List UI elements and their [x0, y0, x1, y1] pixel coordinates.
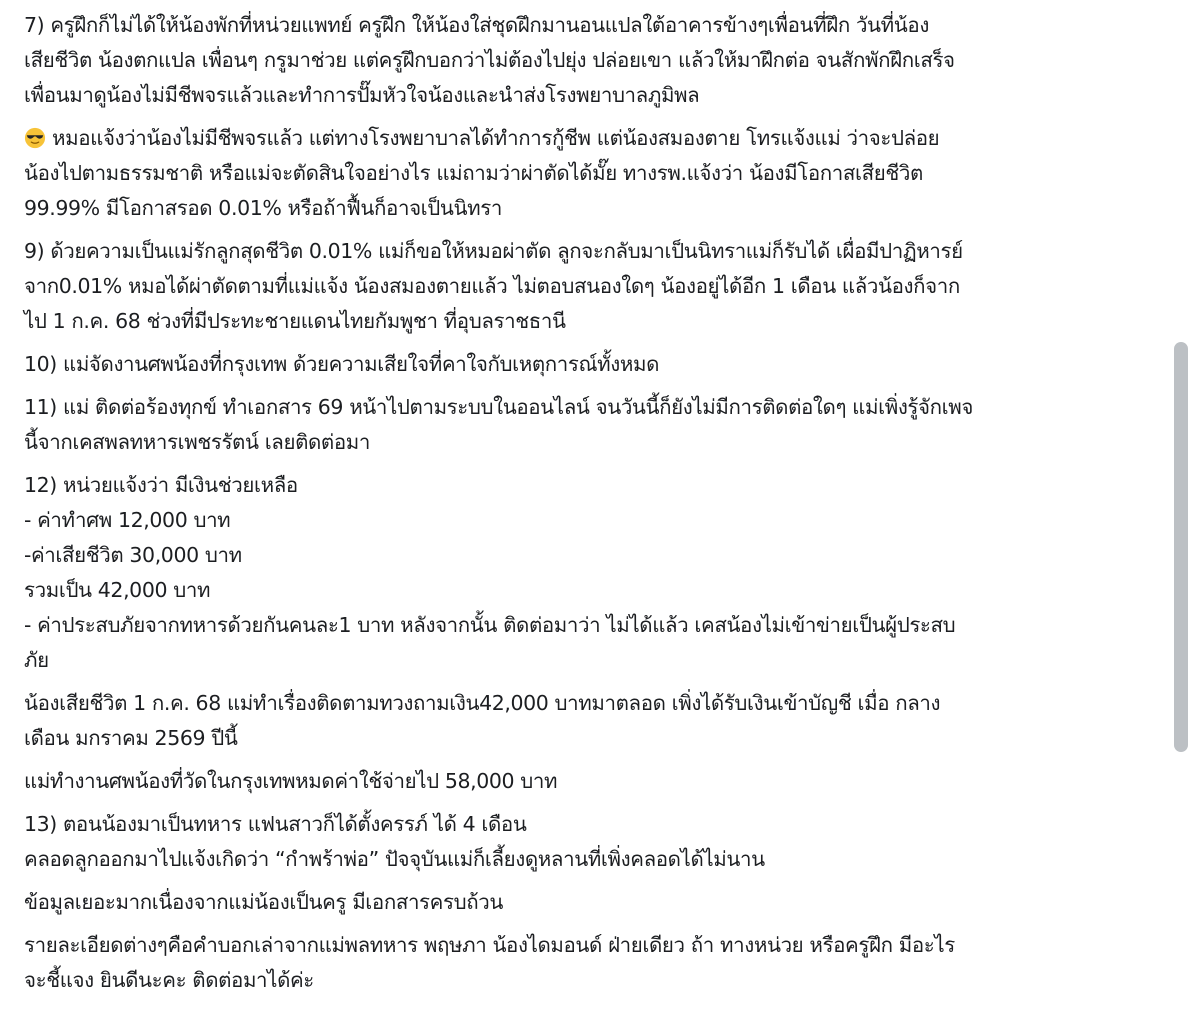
text-line [24, 156, 1174, 191]
text-line-content: - ค่าประสบภัยจากทหารด้วยกันคนละ1 บาท หลังจากนั้น ติดต่อมาว่า ไม่ได้แล้ว เคสน้องไม่เข้าข่ายเป็นผู้ประสบ [24, 613, 956, 637]
paragraph-p9 [24, 234, 1174, 339]
sunglasses-emoji-icon [24, 127, 46, 149]
text-line [24, 121, 1174, 156]
text-line-content: - ค่าทำศพ 12,000 บาท [24, 508, 231, 532]
text-line [24, 234, 1174, 269]
text-line-content: เสียชีวิต น้องตกแปล เพื่อนๆ กรูมาช่วย แต่ครูฝึกบอกว่าไม่ต้องไปยุ่ง ปล่อยเขา แล้วให้มาฝึกต่อ จนสักพักฝึกเสร็จ [24, 48, 955, 72]
text-line-content: 10) แม่จัดงานศพน้องที่กรุงเทพ ด้วยความเสียใจที่คาใจกับเหตุการณ์ทั้งหมด [24, 352, 660, 376]
text-line-content: นี้จากเคสพลทหารเพชรรัตน์ เลยติดต่อมา [24, 430, 370, 454]
text-line-content: 13) ตอนน้องมาเป็นทหาร แฟนสาวก็ได้ตั้งครรภ์ ได้ 4 เดือน [24, 812, 527, 836]
text-line-content: 7) ครูฝึกก็ไม่ได้ให้น้องพักที่หน่วยแพทย์ ครูฝึก ให้น้องใส่ชุดฝึกมานอนแปลใต้อาคารข้างๆเพื่อนที่ฝึก วันที่น้อง [24, 13, 929, 37]
text-line [24, 721, 1174, 756]
text-line-content: รวมเป็น 42,000 บาท [24, 578, 211, 602]
text-line [24, 686, 1174, 721]
text-line-content: -ค่าเสียชีวิต 30,000 บาท [24, 543, 242, 567]
text-line [24, 425, 1174, 460]
text-line [24, 928, 1174, 963]
text-line [24, 390, 1174, 425]
text-line [24, 764, 1174, 799]
text-line [24, 191, 1174, 226]
text-line [24, 347, 1174, 382]
text-line [24, 78, 1174, 113]
text-line-content: เพื่อนมาดูน้องไม่มีชีพจรแล้วและทำการปั๊มหัวใจน้องและนำส่งโรงพยาบาลภูมิพล [24, 83, 700, 107]
text-line-content: ไป 1 ก.ค. 68 ช่วงที่มีประทะชายแดนไทยกัมพูชา ที่อุบลราชธานี [24, 309, 566, 333]
text-line-content: เดือน มกราคม 2569 ปีนี้ [24, 726, 238, 750]
text-line-content: ภัย [24, 648, 49, 672]
text-line [24, 573, 1174, 608]
text-line [24, 885, 1174, 920]
text-line [24, 43, 1174, 78]
text-line [24, 608, 1174, 643]
text-line-content: น้องไปตามธรรมชาติ หรือแม่จะตัดสินใจอย่างไร แม่ถามว่าผ่าตัดได้มั๊ย ทางรพ.แจ้งว่า น้องมีโอกาสเสียชีวิต [24, 161, 923, 185]
text-line-content: ข้อมูลเยอะมากเนื่องจากแม่น้องเป็นครู มีเอกสารครบถ้วน [24, 890, 503, 914]
paragraph-p12 [24, 468, 1174, 678]
text-line-content: 9) ด้วยความเป็นแม่รักลูกสุดชีวิต 0.01% แม่ก็ขอให้หมอผ่าตัด ลูกจะกลับมาเป็นนิทราแม่ก็รับได้ เผื่อมีปาฏิหารย์ [24, 239, 963, 263]
text-line [24, 538, 1174, 573]
text-line-content: รายละเอียดต่างๆคือคำบอกเล่าจากแม่พลทหาร พฤษภา น้องไดมอนด์ ฝ่ายเดียว ถ้า ทางหน่วย หรือครูฝึก มีอะไร [24, 933, 955, 957]
text-line-content: คลอดลูกออกมาไปแจ้งเกิดว่า “กำพร้าพ่อ” ปัจจุบันแม่ก็เลี้ยงดูหลานที่เพิ่งคลอดได้ไม่นาน [24, 847, 765, 871]
paragraph-p15 [24, 928, 1174, 998]
text-line-content: น้องเสียชีวิต 1 ก.ค. 68 แม่ทำเรื่องติดตามทวงถามเงิน42,000 บาทมาตลอด เพิ่งได้รับเงินเข้าบัญชี เมื่อ กลาง [24, 691, 941, 715]
text-line-content: แม่ทำงานศพน้องที่วัดในกรุงเทพหมดค่าใช้จ่ายไป 58,000 บาท [24, 769, 558, 793]
text-line [24, 304, 1174, 339]
text-line-content: จาก0.01% หมอได้ผ่าตัดตามที่แม่แจ้ง น้องสมองตายแล้ว ไม่ตอบสนองใดๆ น้องอยู่ได้อีก 1 เดือน แล้วน้องก็จาก [24, 274, 960, 298]
text-line [24, 468, 1174, 503]
paragraph-p11 [24, 390, 1174, 460]
scrollbar-thumb[interactable] [1174, 342, 1188, 752]
text-line [24, 807, 1174, 842]
text-line [24, 269, 1174, 304]
text-line-content: จะชี้แจง ยินดีนะคะ ติดต่อมาได้ค่ะ [24, 968, 314, 992]
text-line-content: หมอแจ้งว่าน้องไม่มีชีพจรแล้ว แต่ทางโรงพยาบาลได้ทำการกู้ชีพ แต่น้องสมองตาย โทรแจ้งแม่ ว่าจะปล่อย [52, 126, 940, 150]
text-line [24, 503, 1174, 538]
paragraph-p13 [24, 807, 1174, 877]
text-line [24, 842, 1174, 877]
text-line [24, 963, 1174, 998]
text-line-content: 99.99% มีโอกาสรอด 0.01% หรือถ้าฟื้นก็อาจเป็นนิทรา [24, 196, 502, 220]
paragraph-p10 [24, 347, 1174, 382]
text-line [24, 643, 1174, 678]
paragraph-p12c [24, 764, 1174, 799]
paragraph-p7 [24, 8, 1174, 113]
paragraph-p14 [24, 885, 1174, 920]
scrollbar-track[interactable] [1170, 0, 1200, 1032]
paragraph-p8 [24, 121, 1174, 226]
text-line [24, 8, 1174, 43]
post-text [24, 8, 1174, 1006]
paragraph-p12b [24, 686, 1174, 756]
text-line-content: 12) หน่วยแจ้งว่า มีเงินช่วยเหลือ [24, 473, 298, 497]
text-line-content: 11) แม่ ติดต่อร้องทุกข์ ทำเอกสาร 69 หน้าไปตามระบบในออนไลน์ จนวันนี้ก็ยังไม่มีการติดต่อใดๆ แม่เพิ่งรู้จักเพจ [24, 395, 973, 419]
